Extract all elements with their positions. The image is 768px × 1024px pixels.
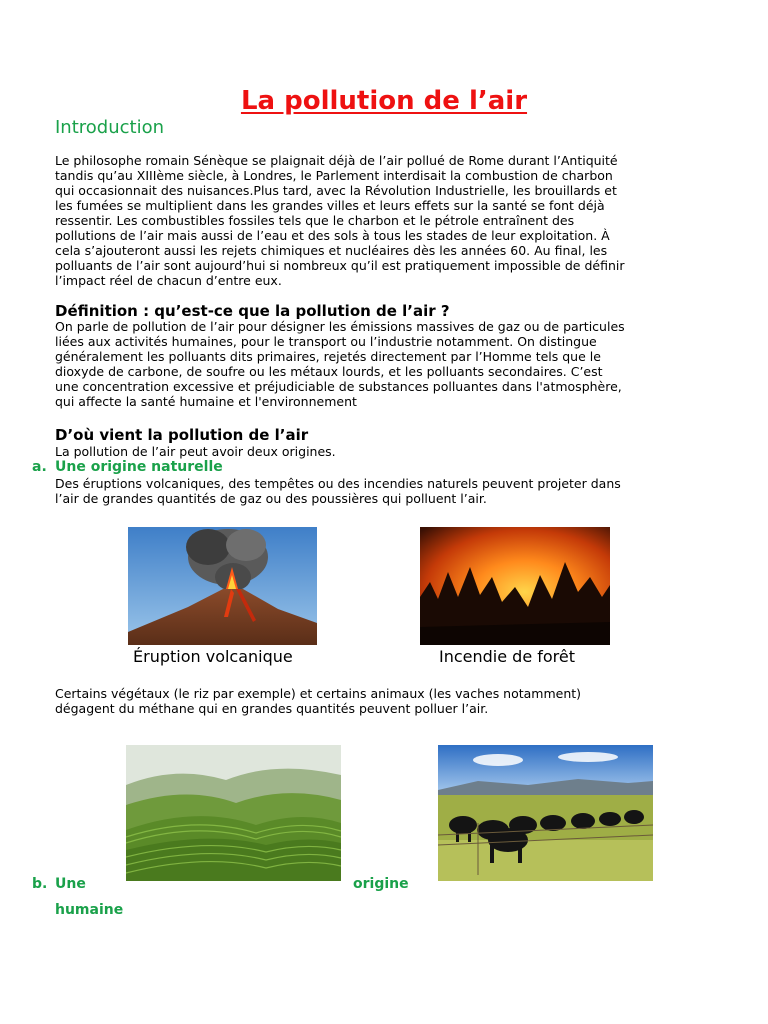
intro-line: polluants de l’air sont aujourd’hui si nombreux qu’il est pratiquement impossible de définir	[55, 258, 625, 273]
definition-line: une concentration excessive et préjudiciable de substances polluantes dans l'atmosphère,	[55, 379, 622, 394]
intro-line: l’impact réel de chacun d’entre eux.	[55, 273, 282, 288]
methane-line: Certains végétaux (le riz par exemple) et certains animaux (les vaches notamment)	[55, 686, 582, 701]
volcano-eruption-image	[128, 527, 317, 645]
natural-line: l’air de grandes quantités de gaz ou des poussières qui polluent l’air.	[55, 491, 487, 506]
origin-intro-line: La pollution de l’air peut avoir deux origines.	[55, 444, 336, 459]
origin-intro	[55, 444, 680, 459]
fire-caption: Incendie de forêt	[439, 647, 576, 666]
intro-line: cela s’ajouteront aussi les rejets chimiques et nucléaires dès les années 60. Au final, les	[55, 243, 608, 258]
natural-origin-paragraph	[55, 476, 680, 506]
natural-line: Des éruptions volcaniques, des tempêtes ou des incendies naturels peuvent projeter dans	[55, 476, 621, 491]
introduction-paragraph	[55, 153, 680, 288]
list-marker-a: a.	[32, 459, 47, 475]
definition-line: On parle de pollution de l’air pour désigner les émissions massives de gaz ou de particules	[55, 319, 625, 334]
human-origin-word-2: origine	[353, 876, 409, 892]
definition-paragraph	[55, 319, 680, 409]
rice-terraces-image	[126, 745, 341, 881]
intro-line: ressentir. Les combustibles fossiles tels que le charbon et le pétrole entraînent des	[55, 213, 575, 228]
intro-line: Le philosophe romain Sénèque se plaignait déjà de l’air pollué de Rome durant l’Antiquité	[55, 153, 618, 168]
introduction-heading: Introduction	[55, 117, 165, 138]
origin-heading: D’où vient la pollution de l’air	[55, 426, 309, 444]
forest-fire-image	[420, 527, 610, 645]
list-marker-b: b.	[32, 876, 48, 892]
definition-line: généralement les polluants dits primaires, rejetés directement par l’Homme tels que le	[55, 349, 601, 364]
definition-line: dioxyde de carbone, de soufre ou les métaux lourds, et les polluants secondaires. C’est	[55, 364, 603, 379]
intro-line: tandis qu’au XIIIème siècle, à Londres, le Parlement interdisait la combustion de charbon	[55, 168, 613, 183]
methane-paragraph	[55, 686, 680, 716]
definition-heading: Définition : qu’est-ce que la pollution de l’air ?	[55, 302, 450, 320]
definition-line: liées aux activités humaines, pour le transport ou l’industrie notamment. On distingue	[55, 334, 597, 349]
methane-line: dégagent du méthane qui en grandes quantités peuvent polluer l’air.	[55, 701, 489, 716]
intro-line: les fumées se multiplient dans les grandes villes et leurs effets sur la santé se font déjà	[55, 198, 605, 213]
natural-origin-heading: Une origine naturelle	[55, 459, 223, 475]
cattle-herd-image	[438, 745, 653, 881]
intro-line: qui occasionnait des nuisances.Plus tard, avec la Révolution Industrielle, les brouillards et	[55, 183, 617, 198]
human-origin-word-1: Une	[55, 876, 86, 892]
definition-line: qui affecte la santé humaine et l'environnement	[55, 394, 357, 409]
volcano-caption: Éruption volcanique	[133, 647, 293, 666]
page-title: La pollution de l’air	[240, 86, 528, 116]
human-origin-word-3: humaine	[55, 902, 124, 918]
intro-line: pollutions de l’air mais aussi de l’eau et des sols à tous les stades de leur exploitation. À	[55, 228, 610, 243]
